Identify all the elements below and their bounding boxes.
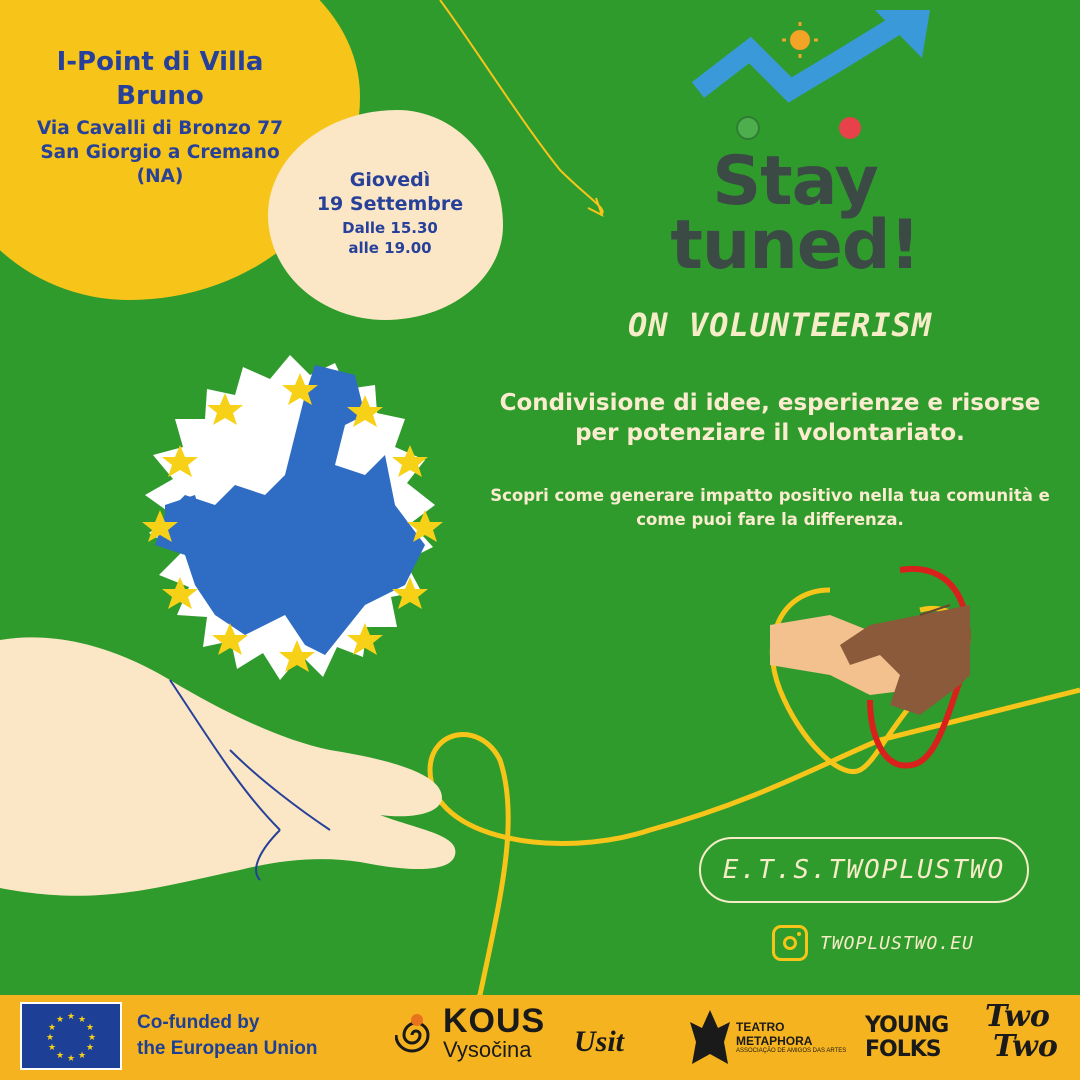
kous-region: Vysočina	[443, 1037, 532, 1062]
young-line2: FOLKS	[865, 1037, 941, 1062]
eu-flag-icon	[20, 1002, 122, 1070]
event-day: Giovedì	[349, 169, 431, 191]
eu-stars-icon	[22, 1004, 120, 1068]
teatro-line2: METAPHORA	[736, 1034, 813, 1048]
kous-name: KOUS	[443, 1002, 546, 1040]
headline-line2: tuned!	[670, 206, 920, 285]
event-time-from: Dalle 15.30	[342, 219, 438, 237]
svg-text:★: ★	[66, 1012, 76, 1022]
kous-logo	[395, 1004, 545, 1062]
svg-text:★: ★	[77, 1015, 87, 1025]
young-folks-logo	[865, 1014, 948, 1062]
svg-text:★: ★	[47, 1043, 57, 1053]
open-hand-image	[0, 630, 470, 900]
svg-text:★: ★	[47, 1023, 57, 1033]
svg-text:★: ★	[55, 1015, 65, 1025]
event-time-to: alle 19.00	[348, 239, 432, 257]
handshake-image	[770, 595, 970, 725]
teatro-metaphora-logo	[688, 1008, 847, 1073]
trend-arrow-icon	[690, 10, 940, 140]
event-date	[285, 168, 495, 258]
description-main: Condivisione di idee, esperienze e risorse per potenziare il volontariato.	[499, 390, 1041, 446]
bat-icon	[688, 1008, 732, 1068]
organisation-badge[interactable]: E.T.S.TWOPLUSTWO	[699, 837, 1029, 903]
venue-info	[20, 45, 300, 189]
cofunded-text	[137, 1010, 318, 1062]
cofunded-line2: the European Union	[137, 1038, 318, 1059]
description-secondary: Scopri come generare impatto positivo nella tua comunità e come puoi fare la differenza.	[490, 486, 1050, 529]
teatro-name	[736, 1020, 812, 1048]
twotwo-line1: Two	[985, 999, 1050, 1034]
teatro-tagline: ASSOCIAÇÃO DE AMIGOS DAS ARTES	[736, 1048, 847, 1054]
svg-text:★: ★	[66, 1054, 76, 1064]
svg-text:★: ★	[87, 1033, 97, 1043]
instagram-handle: TWOPLUSTWO.EU	[820, 932, 974, 954]
headline	[650, 142, 940, 285]
headline-line1: Stay	[712, 142, 878, 221]
event-date-text: 19 Settembre	[316, 193, 464, 215]
teatro-line1: TEATRO	[736, 1020, 785, 1034]
svg-text:★: ★	[77, 1051, 87, 1061]
twotwo-line2: Two	[993, 1029, 1058, 1064]
cofunded-line1: Co-funded by	[137, 1012, 260, 1033]
headline-subtitle: ON VOLUNTEERISM	[628, 306, 932, 344]
instagram-link[interactable]	[772, 925, 974, 961]
two-plus-two-logo	[985, 999, 1058, 1064]
svg-text:★: ★	[85, 1023, 95, 1033]
svg-text:★: ★	[55, 1051, 65, 1061]
young-line1: YOUNG	[865, 1013, 949, 1038]
instagram-icon	[772, 925, 808, 961]
svg-text:★: ★	[45, 1033, 55, 1043]
swirl-icon	[395, 1010, 437, 1060]
usit-logo: Usit	[574, 1025, 625, 1058]
venue-name: I-Point di Villa Bruno	[56, 47, 264, 111]
svg-text:★: ★	[85, 1043, 95, 1053]
venue-address: Via Cavalli di Bronzo 77 San Giorgio a Cremano (NA)	[36, 118, 284, 187]
